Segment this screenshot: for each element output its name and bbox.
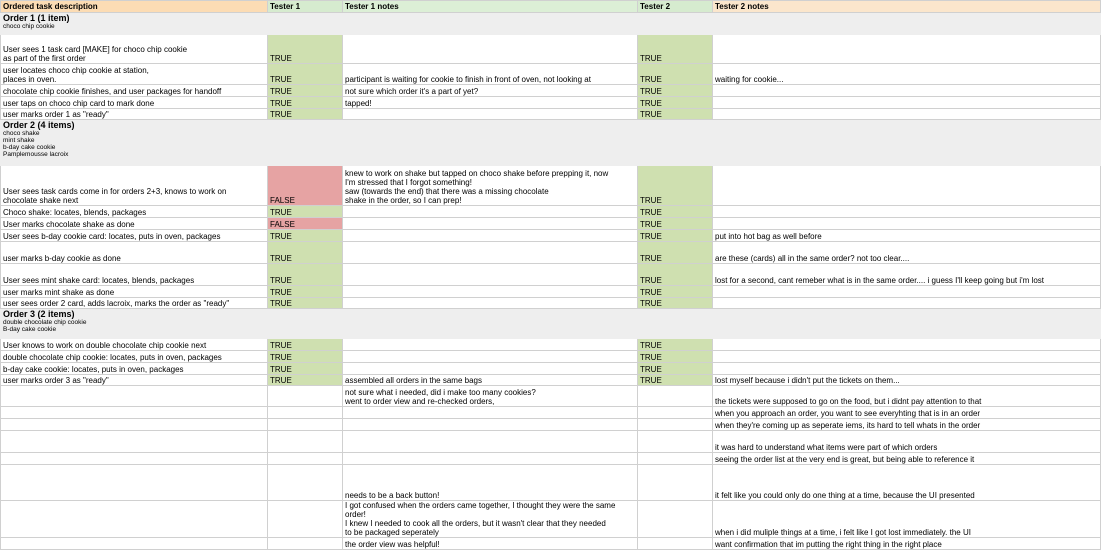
note-row (1, 453, 1101, 465)
tester-1-result-cell[interactable] (268, 407, 343, 419)
task-description-cell[interactable]: user marks mint shake as done (1, 286, 268, 298)
order-items: choco shake mint shake b-day cake cookie Pamplemousse lacroix (3, 130, 69, 158)
order-title: Order 1 (1 item) (3, 13, 70, 23)
task-description-cell[interactable] (1, 419, 268, 431)
task-description-cell[interactable]: user marks order 1 as "ready" (1, 109, 268, 120)
task-description-cell[interactable]: User sees 1 task card [MAKE] for choco chip cookie as part of the first order (1, 35, 268, 64)
tester-2-result-cell[interactable]: TRUE (638, 230, 713, 242)
tester-1-notes-cell[interactable] (343, 351, 638, 363)
tester-2-result-cell[interactable]: TRUE (638, 375, 713, 386)
tester-1-notes-cell[interactable] (343, 35, 638, 64)
tester-2-result-cell[interactable] (638, 501, 713, 538)
tester-2-notes-cell[interactable] (713, 85, 1101, 97)
tester-1-notes-cell[interactable] (343, 453, 638, 465)
tester-1-notes-cell[interactable] (343, 363, 638, 375)
tester-2-notes-cell[interactable]: the tickets were supposed to go on the food, but i didnt pay attention to that (713, 386, 1101, 407)
tester-1-notes-cell[interactable] (343, 298, 638, 309)
task-description-cell[interactable]: b-day cake cookie: locates, puts in oven, packages (1, 363, 268, 375)
tester-1-result-cell[interactable]: TRUE (268, 351, 343, 363)
tester-2-result-cell[interactable] (638, 431, 713, 453)
tester-2-notes-cell[interactable]: lost for a second, cant remeber what is in the same order.... i guess I'll keep going but i'm lost (713, 264, 1101, 286)
task-row (1, 339, 1101, 351)
task-description-cell[interactable] (1, 431, 268, 453)
tester-2-notes-cell[interactable]: when i did muliple things at a time, i felt like I got lost immediately. the UI (713, 501, 1101, 538)
header-tester-2-notes[interactable]: Tester 2 notes (713, 1, 1101, 13)
tester-2-notes-cell[interactable] (713, 298, 1101, 309)
tester-1-result-cell[interactable]: TRUE (268, 363, 343, 375)
tester-2-result-cell[interactable] (638, 538, 713, 550)
task-description-cell[interactable] (1, 407, 268, 419)
task-description-cell[interactable]: Choco shake: locates, blends, packages (1, 206, 268, 218)
section-cell[interactable] (1, 120, 1101, 166)
task-description-cell[interactable] (1, 501, 268, 538)
tester-1-result-cell[interactable] (268, 465, 343, 501)
note-row (1, 431, 1101, 453)
tester-1-result-cell[interactable]: TRUE (268, 85, 343, 97)
tester-1-result-cell[interactable]: TRUE (268, 206, 343, 218)
task-description-cell[interactable]: double chocolate chip cookie: locates, puts in oven, packages (1, 351, 268, 363)
table-body (1, 13, 1101, 550)
tester-2-notes-cell[interactable] (713, 97, 1101, 109)
tester-2-result-cell[interactable]: TRUE (638, 35, 713, 64)
order-items: choco chip cookie (3, 23, 55, 30)
tester-2-result-cell[interactable]: TRUE (638, 97, 713, 109)
tester-2-notes-cell[interactable] (713, 206, 1101, 218)
task-description-cell[interactable]: user taps on choco chip card to mark done (1, 97, 268, 109)
tester-2-notes-cell[interactable] (713, 339, 1101, 351)
tester-2-notes-cell[interactable] (713, 351, 1101, 363)
task-row (1, 230, 1101, 242)
tester-1-notes-cell[interactable]: not sure what i needed, did i make too many cookies? went to order view and re-checked orders, (343, 386, 638, 407)
task-row (1, 286, 1101, 298)
section-cell[interactable] (1, 13, 1101, 35)
tester-2-notes-cell[interactable]: put into hot bag as well before (713, 230, 1101, 242)
tester-1-notes-cell[interactable] (343, 431, 638, 453)
tester-1-notes-cell[interactable]: I got confused when the orders came together, I thought they were the same order! I knew I needed to cook all the orders, but it wasn't clear that they needed to be packaged seperately (343, 501, 638, 538)
tester-2-result-cell[interactable]: TRUE (638, 298, 713, 309)
tester-1-notes-cell[interactable]: needs to be a back button! (343, 465, 638, 501)
task-description-cell[interactable]: User sees mint shake card: locates, blends, packages (1, 264, 268, 286)
tester-1-notes-cell[interactable] (343, 286, 638, 298)
tester-2-notes-cell[interactable] (713, 166, 1101, 206)
tester-2-notes-cell[interactable]: when you approach an order, you want to see everyhting that is in an order (713, 407, 1101, 419)
tester-2-notes-cell[interactable]: lost myself because i didn't put the tickets on them... (713, 375, 1101, 386)
tester-1-result-cell[interactable] (268, 419, 343, 431)
tester-2-result-cell[interactable]: TRUE (638, 264, 713, 286)
task-row (1, 85, 1101, 97)
tester-1-notes-cell[interactable]: participant is waiting for cookie to finish in front of oven, not looking at (343, 64, 638, 85)
tester-1-notes-cell[interactable] (343, 242, 638, 264)
task-row (1, 218, 1101, 230)
task-row (1, 375, 1101, 386)
tester-2-result-cell[interactable]: TRUE (638, 339, 713, 351)
header-tester-1-notes[interactable]: Tester 1 notes (343, 1, 638, 13)
tester-1-notes-cell[interactable] (343, 218, 638, 230)
tester-1-notes-cell[interactable]: assembled all orders in the same bags (343, 375, 638, 386)
task-row (1, 97, 1101, 109)
tester-2-notes-cell[interactable] (713, 363, 1101, 375)
note-row (1, 501, 1101, 538)
tester-2-result-cell[interactable]: TRUE (638, 206, 713, 218)
tester-1-notes-cell[interactable]: not sure which order it's a part of yet? (343, 85, 638, 97)
tester-1-result-cell[interactable] (268, 453, 343, 465)
section-cell[interactable] (1, 309, 1101, 339)
task-row (1, 64, 1101, 85)
tester-2-notes-cell[interactable]: when they're coming up as seperate iems, its hard to tell whats in the order (713, 419, 1101, 431)
header-description[interactable]: Ordered task description (1, 1, 268, 13)
order-items: double chocolate chip cookie B-day cake cookie (3, 319, 87, 333)
tester-1-notes-cell[interactable]: tapped! (343, 97, 638, 109)
task-description-cell[interactable] (1, 538, 268, 550)
tester-1-result-cell[interactable]: TRUE (268, 242, 343, 264)
tester-1-result-cell[interactable] (268, 431, 343, 453)
tester-2-result-cell[interactable] (638, 386, 713, 407)
note-row (1, 419, 1101, 431)
tester-1-result-cell[interactable]: TRUE (268, 264, 343, 286)
tester-2-notes-cell[interactable]: are these (cards) all in the same order? not too clear.... (713, 242, 1101, 264)
header-row (1, 1, 1101, 13)
tester-2-result-cell[interactable]: TRUE (638, 166, 713, 206)
note-row (1, 465, 1101, 501)
task-description-cell[interactable]: chocolate chip cookie finishes, and user packages for handoff (1, 85, 268, 97)
tester-1-result-cell[interactable] (268, 538, 343, 550)
tester-1-result-cell[interactable]: TRUE (268, 97, 343, 109)
tester-2-result-cell[interactable] (638, 453, 713, 465)
tester-2-notes-cell[interactable] (713, 218, 1101, 230)
note-row (1, 407, 1101, 419)
tester-2-result-cell[interactable]: TRUE (638, 286, 713, 298)
task-description-cell[interactable]: user sees order 2 card, adds lacroix, marks the order as "ready" (1, 298, 268, 309)
note-row (1, 538, 1101, 550)
task-description-cell[interactable]: User marks chocolate shake as done (1, 218, 268, 230)
tester-2-result-cell[interactable]: TRUE (638, 242, 713, 264)
tester-1-result-cell[interactable]: TRUE (268, 375, 343, 386)
tester-1-result-cell[interactable] (268, 386, 343, 407)
tester-2-result-cell[interactable]: TRUE (638, 218, 713, 230)
tester-1-result-cell[interactable]: TRUE (268, 298, 343, 309)
task-description-cell[interactable]: user locates choco chip cookie at station, places in oven. (1, 64, 268, 85)
tester-1-notes-cell[interactable] (343, 407, 638, 419)
task-row (1, 351, 1101, 363)
tester-2-notes-cell[interactable]: waiting for cookie... (713, 64, 1101, 85)
tester-2-result-cell[interactable] (638, 419, 713, 431)
tester-1-result-cell[interactable]: TRUE (268, 64, 343, 85)
task-row (1, 166, 1101, 206)
tester-1-notes-cell[interactable] (343, 206, 638, 218)
tester-2-result-cell[interactable] (638, 465, 713, 501)
tester-2-notes-cell[interactable] (713, 109, 1101, 120)
task-row (1, 35, 1101, 64)
order-section-row (1, 120, 1101, 166)
tester-2-notes-cell[interactable]: want confirmation that im putting the right thing in the right place (713, 538, 1101, 550)
task-row (1, 206, 1101, 218)
tester-1-notes-cell[interactable] (343, 264, 638, 286)
tester-2-result-cell[interactable]: TRUE (638, 351, 713, 363)
tester-1-result-cell[interactable]: TRUE (268, 109, 343, 120)
tester-2-notes-cell[interactable]: it felt like you could only do one thing at a time, because the UI presented (713, 465, 1101, 501)
task-description-cell[interactable]: User knows to work on double chocolate chip cookie next (1, 339, 268, 351)
task-row (1, 109, 1101, 120)
header-tester-1[interactable]: Tester 1 (268, 1, 343, 13)
tester-1-notes-cell[interactable]: knew to work on shake but tapped on choco shake before prepping it, now I'm stressed that I forgot something! saw (towards the end) that there was a missing chocolate shake in the order, so I can prep! (343, 166, 638, 206)
tester-2-result-cell[interactable] (638, 407, 713, 419)
order-section-row (1, 13, 1101, 35)
task-description-cell[interactable]: User sees b-day cookie card: locates, puts in oven, packages (1, 230, 268, 242)
task-row (1, 264, 1101, 286)
order-section-row (1, 309, 1101, 339)
tester-1-result-cell[interactable] (268, 501, 343, 538)
tester-1-result-cell[interactable]: TRUE (268, 339, 343, 351)
task-description-cell[interactable]: User sees task cards come in for orders 2+3, knows to work on chocolate shake next (1, 166, 268, 206)
header-tester-2[interactable]: Tester 2 (638, 1, 713, 13)
tester-2-notes-cell[interactable]: seeing the order list at the very end is great, but being able to reference it (713, 453, 1101, 465)
tester-2-result-cell[interactable]: TRUE (638, 363, 713, 375)
tester-1-result-cell[interactable]: TRUE (268, 286, 343, 298)
note-row (1, 386, 1101, 407)
task-row (1, 363, 1101, 375)
tester-2-result-cell[interactable]: TRUE (638, 64, 713, 85)
tester-2-notes-cell[interactable]: it was hard to understand what items were part of which orders (713, 431, 1101, 453)
task-description-cell[interactable]: user marks b-day cookie as done (1, 242, 268, 264)
tester-1-result-cell[interactable]: FALSE (268, 166, 343, 206)
tester-1-result-cell[interactable]: TRUE (268, 230, 343, 242)
tester-1-notes-cell[interactable]: the order view was helpful! (343, 538, 638, 550)
tester-1-notes-cell[interactable] (343, 419, 638, 431)
tester-1-result-cell[interactable]: TRUE (268, 35, 343, 64)
tester-1-notes-cell[interactable] (343, 109, 638, 120)
task-row (1, 242, 1101, 264)
task-description-cell[interactable] (1, 386, 268, 407)
tester-2-result-cell[interactable]: TRUE (638, 85, 713, 97)
tester-1-notes-cell[interactable] (343, 230, 638, 242)
tester-1-notes-cell[interactable] (343, 339, 638, 351)
tester-1-result-cell[interactable]: FALSE (268, 218, 343, 230)
task-description-cell[interactable] (1, 465, 268, 501)
tester-2-notes-cell[interactable] (713, 286, 1101, 298)
tester-2-notes-cell[interactable] (713, 35, 1101, 64)
task-description-cell[interactable] (1, 453, 268, 465)
tester-2-result-cell[interactable]: TRUE (638, 109, 713, 120)
task-description-cell[interactable]: user marks order 3 as "ready" (1, 375, 268, 386)
order-title: Order 3 (2 items) (3, 309, 75, 319)
order-title: Order 2 (4 items) (3, 120, 75, 130)
task-row (1, 298, 1101, 309)
